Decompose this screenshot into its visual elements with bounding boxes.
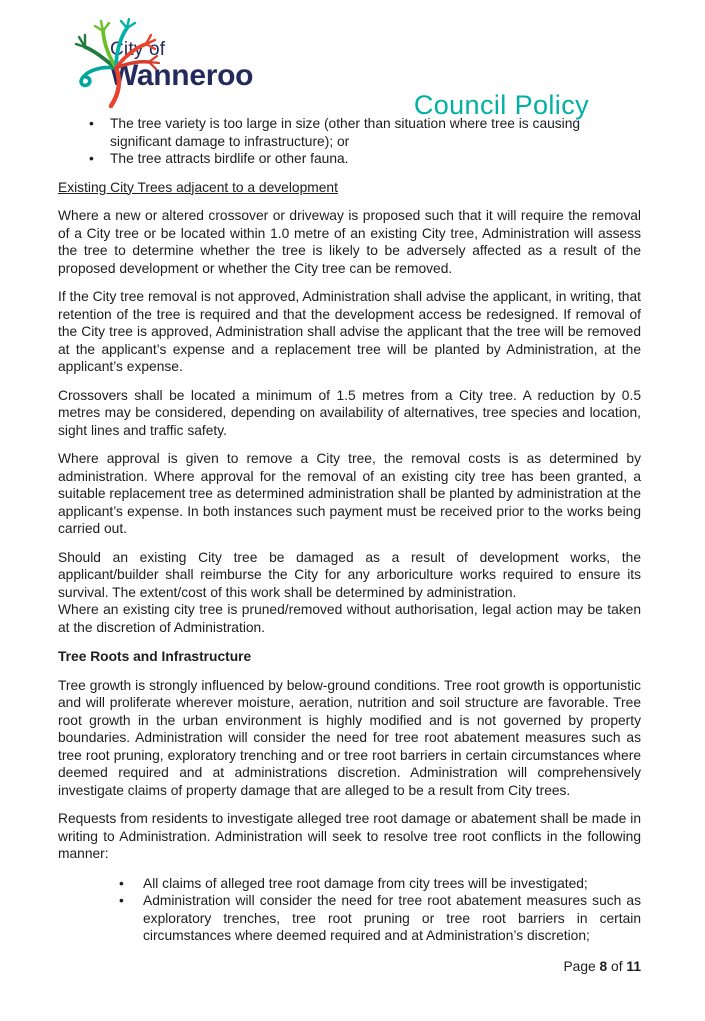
paragraph: Where an existing city tree is pruned/removed without authorisation, legal action may be taken at the discretion of Administration. [58, 602, 641, 635]
paragraph: Tree growth is strongly influenced by below-ground conditions. Tree root growth is opportunistic and will proliferate wherever moisture, aeration, nutrition and soil structure are favorable. Tree root growth in the urban environment is highly modified and is not governed by property boundaries. Administration will consider the need for tree root abatement measures such as tree root pruning, exploratory trenching and or tree root barriers in certain circumstances where deemed required and at administrations discretion. Administration will comprehensively investigate claims of property damage that are alleged to be a result from City trees. [58, 677, 641, 798]
footer-of-word: of [611, 958, 623, 974]
paragraph: Crossovers shall be located a minimum of 1.5 metres from a City tree. A reduction by 0.5 metres may be considered, depending on availability of alternatives, tree species and location, sight lines and traffic safety. [58, 387, 641, 438]
section-heading-existing-city-trees: Existing City Trees adjacent to a development [58, 179, 338, 195]
logo-city-of: City of [110, 39, 166, 60]
bullet-item: • Administration will consider the need for tree root abatement measures such as exploratory trenches, tree root pruning or tree root barriers in certain circumstances where deemed required and at Administration’s discretion; [58, 892, 641, 945]
bullet-item: • The tree attracts birdlife or other fauna. [58, 150, 641, 168]
section-heading-tree-roots: Tree Roots and Infrastructure [58, 649, 252, 664]
top-bullet-list [58, 115, 641, 168]
document-title: Council Policy [413, 90, 589, 120]
paragraph: Where approval is given to remove a City tree, the removal costs is as determined by administration. Where approval for the removal of an existing city tree has been granted, a suitable replacement tree as determined administration shall be planted by administration at the applicant’s expense. In both instances such payment must be received prior to the works being carried out. [58, 451, 641, 536]
page-footer [58, 958, 641, 976]
footer-page-word: Page [563, 958, 596, 974]
logo-wordmark [110, 18, 641, 91]
paragraph: Where a new or altered crossover or driveway is proposed such that it will require the removal of a City tree or be located within 1.0 metre of an existing City tree, Administration will assess the tree to determine whether the tree is likely to be adversely affected as a result of the proposed development or whether the City tree can be removed. [58, 208, 641, 276]
paragraph: If the City tree removal is not approved, Administration shall advise the applicant, in writing, that retention of the tree is required and that the development access be redesigned. If removal of the City tree is approved, Administration shall advise the applicant that the tree will be removed at the applicant’s expense and a replacement tree will be planted by Administration, at the applicant’s expense. [58, 289, 641, 374]
paragraph: Requests from residents to investigate alleged tree root damage or abatement shall be made in writing to Administration. Administration will seek to resolve tree root conflicts in the following manner: [58, 811, 641, 861]
tree-root-bullet-list [58, 875, 641, 945]
bullet-item: • All claims of alleged tree root damage from city trees will be investigated; [58, 875, 641, 893]
bullet-item: • The tree variety is too large in size (other than situation where tree is causing significant damage to infrastructure); or [58, 115, 641, 150]
paragraph: Should an existing City tree be damaged as a result of development works, the applicant/builder shall reimburse the City for any arboriculture works required to ensure its survival. The extent/cost of this work shall be determined by administration. [58, 549, 641, 600]
document-header [58, 18, 641, 120]
kangaroo-paw-icon [58, 18, 173, 110]
logo-wanneroo: Wanneroo [110, 59, 254, 92]
footer-page-number: 8 [599, 958, 608, 974]
footer-total-pages: 11 [626, 958, 641, 974]
